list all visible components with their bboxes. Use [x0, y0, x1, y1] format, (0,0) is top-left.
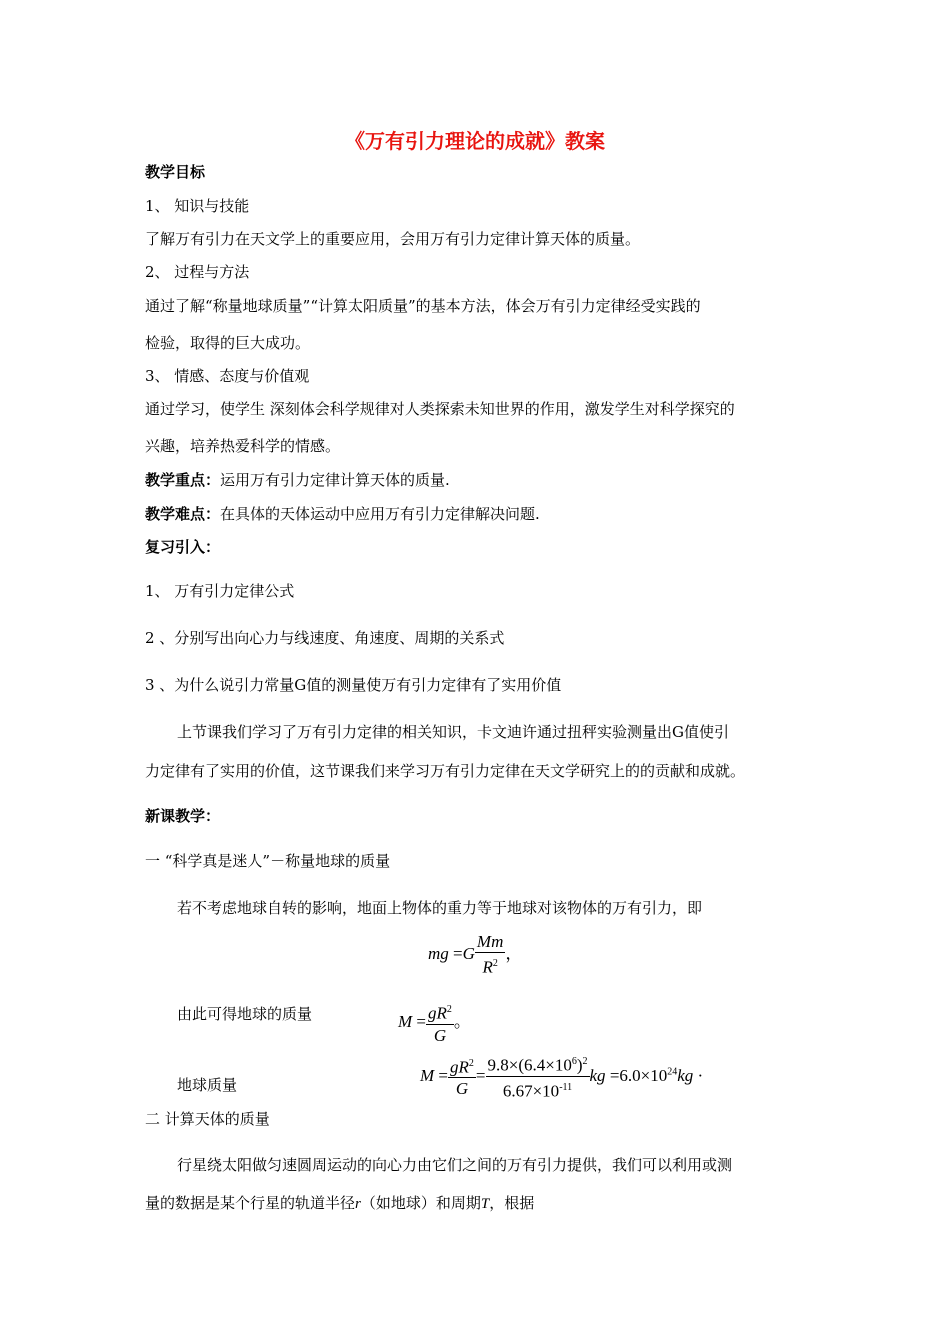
section-2-line2-part-a: 量的数据是某个行星的轨道半径	[145, 1194, 356, 1212]
eq3-unit-1: kg	[589, 1066, 606, 1086]
review-question-3: 3 、为什么说引力常量G值的测量使万有引力定律有了实用价值	[145, 676, 562, 694]
key-point-text: 运用万有引力定律计算天体的质量.	[220, 471, 450, 489]
eq1-numerator: Mm	[476, 932, 504, 951]
eq3-num2-paren: )	[576, 1055, 583, 1075]
difficult-point-label: 教学难点：	[145, 505, 221, 523]
orbit-radius-symbol: r	[355, 1196, 361, 1212]
review-heading: 复习引入：	[145, 538, 221, 556]
eq2-equals: =	[416, 1012, 427, 1032]
eq3-fraction-2	[486, 1052, 590, 1102]
section-2-title: 二 计算天体的质量	[145, 1110, 270, 1128]
section-2-line1: 行星绕太阳做匀速圆周运动的向心力由它们之间的万有引力提供，我们可以利用或测	[177, 1156, 733, 1174]
section-1-text: 若不考虑地球自转的影响，地面上物体的重力等于地球对该物体的万有引力，即	[177, 899, 703, 917]
eq3-tail: ·	[697, 1066, 704, 1086]
key-point-label: 教学重点：	[145, 471, 221, 489]
new-lesson-heading: 新课教学：	[145, 807, 221, 825]
eq3-denominator-1: G	[455, 1079, 469, 1099]
eq1-constant: G	[462, 944, 475, 964]
eq3-result: 6.0×10	[619, 1066, 668, 1086]
eq2-num-base: gR	[428, 1003, 447, 1023]
earth-mass-calculation	[420, 1052, 703, 1102]
eq1-equals: =	[453, 944, 463, 964]
eq3-numerator-2	[486, 1052, 590, 1077]
eq1-den-base: R	[482, 957, 493, 977]
eq3-num2-base: 9.8×(6.4×10	[487, 1055, 572, 1075]
eq3-num1-exponent: 2	[468, 1057, 474, 1069]
goal-1-text: 了解万有引力在天文学上的重要应用，会用万有引力定律计算天体的质量。	[145, 230, 641, 248]
eq3-num1-base: gR	[450, 1057, 469, 1077]
goal-3-text-line2: 兴趣，培养热爱科学的情感。	[145, 437, 341, 455]
eq3-den2-exponent: -11	[559, 1081, 573, 1093]
eq3-numerator-1	[448, 1054, 476, 1079]
goal-2-text-line2: 检验，取得的巨大成功。	[145, 334, 311, 352]
document-title: 《万有引力理论的成就》教案	[345, 129, 605, 153]
difficult-point	[145, 504, 540, 524]
eq3-unit-2: kg	[677, 1066, 694, 1086]
review-question-1: 1、 万有引力定律公式	[145, 582, 295, 600]
eq3-fraction-1	[448, 1054, 476, 1101]
period-symbol: T	[480, 1196, 490, 1212]
eq2-tail: 。	[453, 1012, 471, 1032]
goals-heading: 教学目标	[145, 163, 206, 181]
goal-2-title: 2、 过程与方法	[145, 263, 250, 281]
eq3-equals-1: =	[438, 1066, 449, 1086]
review-paragraph-line2: 力定律有了实用的价值，这节课我们来学习万有引力定律在天文学研究上的的贡献和成就。	[145, 762, 746, 780]
eq3-denominator-2	[486, 1077, 590, 1103]
eq3-num2-exponent-1: 6	[571, 1056, 577, 1067]
eq3-num2-exponent-2: 2	[582, 1056, 588, 1067]
section-1-title: 一 “科学真是迷人”－称量地球的质量	[145, 852, 391, 870]
eq2-numerator	[426, 1000, 454, 1025]
eq3-equals-3: =	[609, 1066, 620, 1086]
eq2-denominator: G	[433, 1025, 447, 1045]
eq1-lhs: mg	[428, 944, 449, 964]
eq3-equals-2: =	[475, 1066, 486, 1086]
eq3-den2-base: 6.67×10	[502, 1081, 560, 1101]
gravity-equation	[428, 932, 522, 979]
eq2-lhs: M	[398, 1012, 413, 1032]
section-2-line2-part-b: （如地球）和周期	[360, 1194, 481, 1212]
review-question-2: 2 、分别写出向心力与线速度、角速度、周期的关系式	[145, 629, 505, 647]
derive-label: 由此可得地球的质量	[177, 1005, 313, 1023]
eq1-fraction	[475, 932, 505, 979]
goal-3-title: 3、 情感、态度与价值观	[145, 367, 310, 385]
difficult-point-text: 在具体的天体运动中应用万有引力定律解决问题.	[220, 505, 540, 523]
eq1-denominator	[475, 953, 505, 979]
eq1-den-exponent: 2	[492, 958, 498, 969]
eq3-result-exponent: 24	[667, 1066, 678, 1078]
eq2-fraction	[426, 1000, 454, 1047]
eq3-lhs: M	[420, 1066, 435, 1086]
eq2-num-exponent: 2	[446, 1004, 452, 1015]
key-point	[145, 470, 450, 490]
goal-3-text-line1: 通过学习，使学生 深刻体会科学规律对人类探索未知世界的作用，激发学生对科学探究的	[145, 400, 735, 418]
earth-mass-label: 地球质量	[177, 1076, 238, 1094]
review-paragraph-line1: 上节课我们学习了万有引力定律的相关知识，卡文迪许通过扭秤实验测量出G值使引	[177, 723, 729, 741]
eq1-tail: ，	[505, 944, 523, 964]
earth-mass-formula	[398, 1000, 471, 1047]
section-2-line2-part-c: ，根据	[489, 1194, 535, 1212]
goal-2-text-line1: 通过了解“称量地球质量”“计算太阳质量”的基本方法，体会万有引力定律经受实践的	[145, 297, 701, 315]
goal-1-title: 1、 知识与技能	[145, 197, 250, 215]
section-2-line2	[145, 1193, 534, 1214]
